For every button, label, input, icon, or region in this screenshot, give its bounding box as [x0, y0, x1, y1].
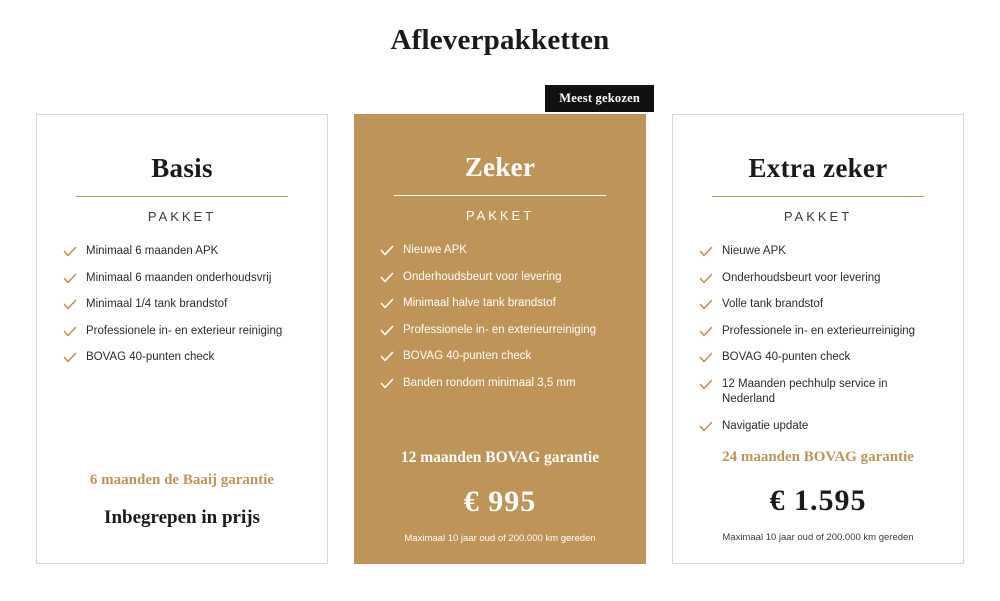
check-icon	[380, 377, 394, 391]
check-icon	[699, 272, 713, 286]
feature-label: Minimaal halve tank brandstof	[403, 297, 556, 310]
feature-label: Onderhoudsbeurt voor levering	[722, 271, 881, 284]
feature-label: Nieuwe APK	[722, 245, 786, 257]
check-icon	[380, 324, 394, 338]
check-icon	[699, 298, 713, 312]
divider	[712, 196, 924, 197]
list-item	[699, 244, 941, 260]
package-subtitle: PAKKET	[465, 208, 535, 223]
feature-label: Professionele in- en exterieurreiniging	[403, 323, 597, 336]
status-badge: Meest gekozen	[545, 85, 654, 112]
feature-list	[695, 244, 941, 445]
list-item	[699, 324, 941, 340]
list-item	[380, 376, 624, 392]
feature-label: Minimaal 6 maanden APK	[86, 245, 219, 257]
list-item	[699, 377, 941, 408]
check-icon	[699, 378, 713, 392]
feature-list	[59, 244, 305, 377]
package-card-basis[interactable]	[36, 114, 328, 564]
package-title: Extra zeker	[748, 153, 888, 183]
package-subtitle: PAKKET	[147, 209, 217, 224]
check-icon	[63, 272, 77, 286]
check-icon	[380, 297, 394, 311]
check-icon	[699, 245, 713, 259]
list-item	[380, 296, 624, 312]
list-item	[63, 297, 305, 313]
list-item	[380, 349, 624, 365]
fineprint	[59, 543, 305, 547]
feature-label: Banden rondom minimaal 3,5 mm	[403, 376, 576, 389]
divider	[394, 195, 606, 196]
feature-label: 12 Maanden pechhulp service in Nederland	[722, 377, 888, 406]
list-item	[699, 271, 941, 287]
feature-label: BOVAG 40-punten check	[403, 350, 532, 363]
check-icon	[63, 298, 77, 312]
package-title: Basis	[151, 153, 213, 183]
feature-label: Minimaal 6 maanden onderhoudsvrij	[86, 271, 272, 284]
list-item	[63, 350, 305, 366]
feature-label: Onderhoudsbeurt voor levering	[403, 270, 562, 283]
feature-label: Minimaal 1/4 tank brandstof	[86, 298, 228, 311]
guarantee-text: 12 maanden BOVAG garantie	[400, 449, 600, 466]
spacer	[376, 402, 624, 449]
check-icon	[63, 245, 77, 259]
list-item	[63, 324, 305, 340]
package-subtitle: PAKKET	[783, 209, 853, 224]
spacer	[59, 377, 305, 472]
list-item	[380, 243, 624, 259]
fineprint: Maximaal 10 jaar oud of 200.000 km gereden	[404, 533, 596, 544]
list-item	[63, 244, 305, 260]
page-title: Afleverpakketten	[390, 24, 610, 56]
feature-label: Professionele in- en exterieur reiniging	[86, 324, 283, 337]
package-cards	[36, 91, 964, 564]
list-item	[699, 350, 941, 366]
feature-label: Navigatie update	[722, 419, 809, 432]
feature-label: Volle tank brandstof	[722, 298, 824, 311]
check-icon	[63, 351, 77, 365]
list-item	[699, 297, 941, 313]
price: € 1.595	[769, 484, 867, 517]
feature-label: Nieuwe APK	[403, 244, 467, 256]
check-icon	[63, 325, 77, 339]
list-item	[380, 323, 624, 339]
guarantee-text: 6 maanden de Baaij garantie	[89, 472, 275, 488]
check-icon	[699, 420, 713, 434]
feature-label: BOVAG 40-punten check	[86, 351, 215, 364]
check-icon	[380, 350, 394, 364]
check-icon	[380, 244, 394, 258]
list-item	[380, 270, 624, 286]
package-card-zeker[interactable]	[354, 91, 646, 564]
package-title: Zeker	[464, 152, 536, 182]
check-icon	[699, 325, 713, 339]
feature-list	[376, 243, 624, 402]
fineprint: Maximaal 10 jaar oud of 200.000 km gereden	[722, 532, 914, 543]
divider	[76, 196, 288, 197]
check-icon	[699, 351, 713, 365]
list-item	[699, 419, 941, 435]
feature-label: Professionele in- en exterieurreiniging	[722, 324, 916, 337]
guarantee-text: 24 maanden BOVAG garantie	[722, 449, 914, 465]
list-item	[63, 271, 305, 287]
check-icon	[380, 271, 394, 285]
price: Inbegrepen in prijs	[104, 507, 260, 528]
feature-label: BOVAG 40-punten check	[722, 351, 851, 364]
price: € 995	[463, 485, 537, 518]
package-card-extra-zeker[interactable]	[672, 114, 964, 564]
